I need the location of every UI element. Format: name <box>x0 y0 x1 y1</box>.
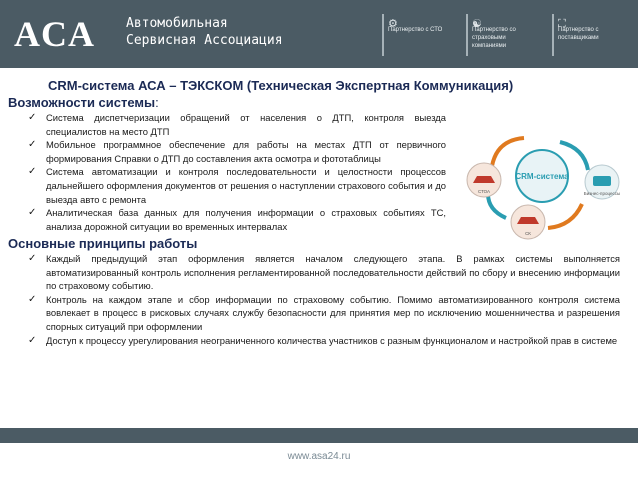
list-item-text: Аналитическая база данных для получения информации о страховых событиях ТС, анализа дорожной ситуации во временных интервалах <box>46 207 446 232</box>
diagram-node-stoa-label: СТОА <box>477 189 491 194</box>
crm-diagram <box>452 118 624 243</box>
list-item-text: Доступ к процессу урегулирования неограниченного количества участников с разным функционалом и настройкой прав в системе <box>46 334 618 346</box>
logo[interactable]: ACA <box>14 14 95 54</box>
partner-insurers-label: Партнерство со страховыми компаниями <box>472 27 516 49</box>
capabilities-heading <box>8 95 159 110</box>
list-item <box>18 138 446 165</box>
checkmark-icon: ✓ <box>28 253 37 264</box>
list-item-text: Каждый предыдущий этап оформления является началом следующего этапа. В рамках системы выполняется автоматизированный контроль исполнения регламентированной последовательности действий по сбору и внесению информации по страховому событию. <box>46 253 620 292</box>
diagram-arrow <box>488 194 506 218</box>
capabilities-heading-text: Возможности системы <box>8 95 156 110</box>
partner-divider <box>382 14 384 56</box>
process-icon <box>593 176 611 186</box>
checkmark-icon: ✓ <box>28 139 37 151</box>
handshake-icon: ☯ <box>472 18 482 30</box>
org-name <box>126 15 283 49</box>
partner-suppliers[interactable] <box>552 14 632 56</box>
car-service-icon: ⚙ <box>388 18 398 30</box>
checkmark-icon: ✓ <box>28 112 37 123</box>
checkmark-icon: ✓ <box>28 334 37 346</box>
org-name-line-1: Автомобильная <box>126 16 228 31</box>
footer-url[interactable]: www.asa24.ru <box>287 451 351 462</box>
header <box>0 0 638 68</box>
principles-heading: Основные принципы работы <box>8 236 198 251</box>
capabilities-list <box>18 111 446 233</box>
partner-divider <box>466 14 468 56</box>
diagram-arrow <box>548 204 582 228</box>
list-item <box>18 206 446 233</box>
list-item-text: Система диспетчеризации обращений от населения о ДТП, контроля выезда специалистов на место ДТП <box>46 112 446 137</box>
diagram-node-processes-label: Бизнес-процессы <box>583 191 621 196</box>
cart-icon: ⛶ <box>558 18 566 30</box>
partner-divider <box>552 14 554 56</box>
diagram-center-label: CRM-система <box>515 172 569 181</box>
page-title: CRM-система АСА – ТЭКСКОМ (Техническая Экспертная Коммуникация) <box>48 78 514 93</box>
list-item <box>18 252 620 293</box>
capabilities-heading-colon: : <box>155 95 159 110</box>
partner-insurers[interactable] <box>466 14 546 56</box>
checkmark-icon: ✓ <box>28 293 37 305</box>
list-item-text: Контроль на каждом этапе и сбор информации по страховому событию. Помимо автоматизированного контроля система вовлекает в процесс в рисковых случаях службу безопасности для принятия мер по исключению мошенничества и разрешения спорных ситуаций при оформлении <box>46 293 620 332</box>
footer-bar <box>0 428 638 443</box>
list-item-text: Система автоматизации и контроля последовательности и целостности процессов дальнейшего оформления документов от решения о наступлении страхового события и до выезда авто с ремонта <box>46 166 446 205</box>
list-item <box>18 293 620 334</box>
diagram-node-sk-label: СК <box>525 231 531 236</box>
org-name-line-2: Сервисная Ассоциация <box>126 33 283 48</box>
partner-sto[interactable] <box>382 14 462 56</box>
principles-list <box>18 252 620 347</box>
list-item <box>18 111 446 138</box>
checkmark-icon: ✓ <box>28 166 37 178</box>
list-item <box>18 165 446 206</box>
partner-suppliers-label: Партнерство с поставщиками <box>558 27 599 41</box>
partner-sto-label: Партнерство с СТО <box>388 27 443 33</box>
list-item <box>18 334 620 348</box>
list-item-text: Мобильное программное обеспечение для работы на местах ДТП от первичного формирования Справки о ДТП до составления акта осмотра и фототаблицы <box>46 139 446 164</box>
checkmark-icon: ✓ <box>28 207 37 219</box>
